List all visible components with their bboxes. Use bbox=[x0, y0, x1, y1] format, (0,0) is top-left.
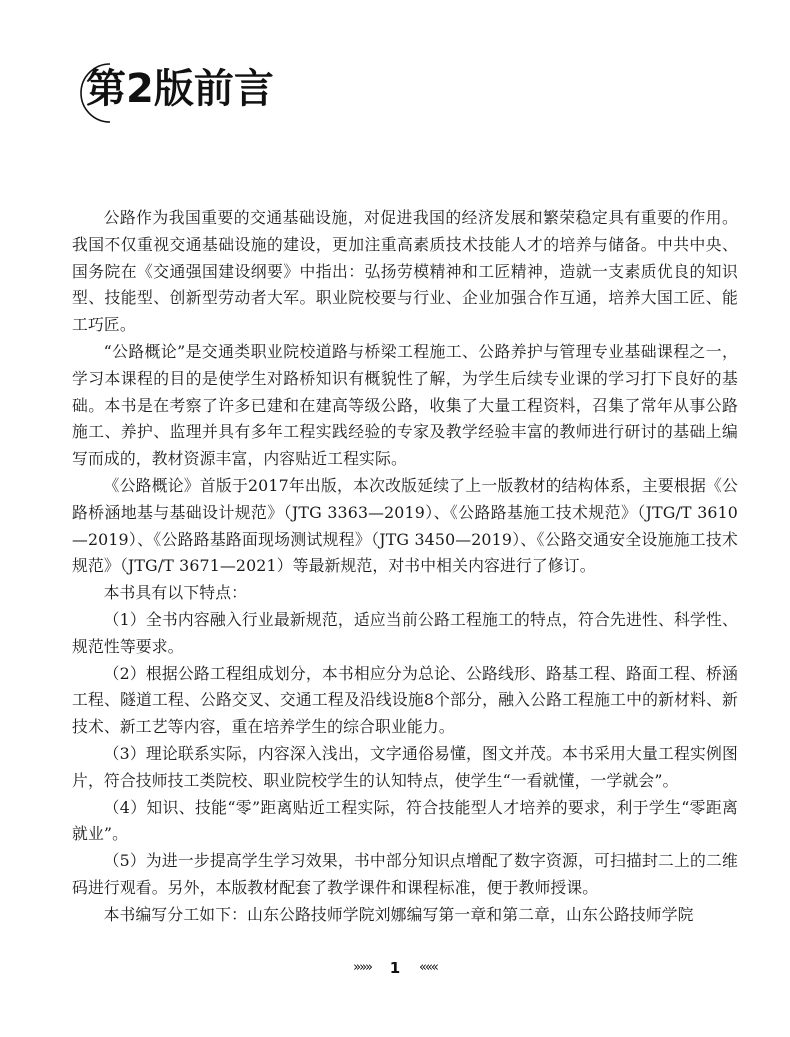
paragraph: （4）知识、技能“零”距离贴近工程实际，符合技能型人才培养的要求，利于学生“零距离就业”。 bbox=[72, 797, 738, 844]
right-arrows-icon: »»» bbox=[353, 960, 371, 975]
page-footer bbox=[0, 958, 790, 977]
paragraph: （3）理论联系实际，内容深入浅出，文字通俗易懂，图文并茂。本书采用大量工程实例图片，符合技师技工类院校、职业院校学生的认知特点，使学生“一看就懂，一学就会”。 bbox=[72, 743, 738, 790]
page-number: 1 bbox=[389, 958, 401, 977]
paragraph: 本书具有以下特点： bbox=[103, 583, 248, 603]
paragraph: （5）为进一步提高学生学习效果，书中部分知识点增配了数字资源，可扫描封二上的二维码进行观看。另外，本版教材配套了教学课件和课程标准，便于教师授课。 bbox=[72, 851, 738, 897]
paragraph: （1）全书内容融入行业最新规范，适应当前公路工程施工的特点，符合先进性、科学性、规范性等要求。 bbox=[72, 609, 738, 656]
paragraph: （2）根据公路工程组成划分，本书相应分为总论、公路线形、路基工程、路面工程、桥涵工程、隧道工程、公路交叉、交通工程及沿线设施8个部分，融入公路工程施工中的新材料、新技术、新工艺等内容，重在培养学生的综合职业能力。 bbox=[72, 663, 738, 737]
paragraph: “公路概论”是交通类职业院校道路与桥梁工程施工、公路养护与管理专业基础课程之一，学习本课程的目的是使学生对路桥知识有概貌性了解，为学生后续专业课的学习打下良好的基础。本书是在考察了许多已建和在建高等级公路，收集了大量工程资料，召集了常年从事公路施工、养护、监理并具有多年工程实践经验的专家及教学经验丰富的教师进行研讨的基础上编写而成的，教材资源丰富，内容贴近工程实际。 bbox=[72, 341, 738, 469]
preface-body bbox=[72, 205, 738, 929]
chapter-heading bbox=[66, 58, 366, 128]
paragraph: 本书编写分工如下：山东公路技师学院刘娜编写第一章和第二章，山东公路技师学院 bbox=[103, 904, 694, 924]
paragraph: 公路作为我国重要的交通基础设施，对促进我国的经济发展和繁荣稳定具有重要的作用。我国不仅重视交通基础设施的建设，更加注重高素质技术技能人才的培养与储备。中共中央、国务院在《交通强国建设纲要》中指出：弘扬劳模精神和工匠精神，造就一支素质优良的知识型、技能型、创新型劳动者大军。职业院校要与行业、企业加强合作互通，培养大国工匠、能工巧匠。 bbox=[72, 208, 738, 335]
page-title: 第2版前言 bbox=[86, 66, 274, 112]
left-arrows-icon: ««« bbox=[419, 960, 437, 975]
paragraph: 《公路概论》首版于2017年出版，本次改版延续了上一版教材的结构体系，主要根据《公路桥涵地基与基础设计规范》（JTG 3363—2019）、《公路路基施工技术规范》（JTG/T 3610—2019）、《公路路基路面现场测试规程》（JTG 3450—2019）、《公路交通安全设施施工技术规范》（JTG/T 3671—2021）等最新规范，对书中相关内容进行了修订。 bbox=[72, 475, 738, 576]
